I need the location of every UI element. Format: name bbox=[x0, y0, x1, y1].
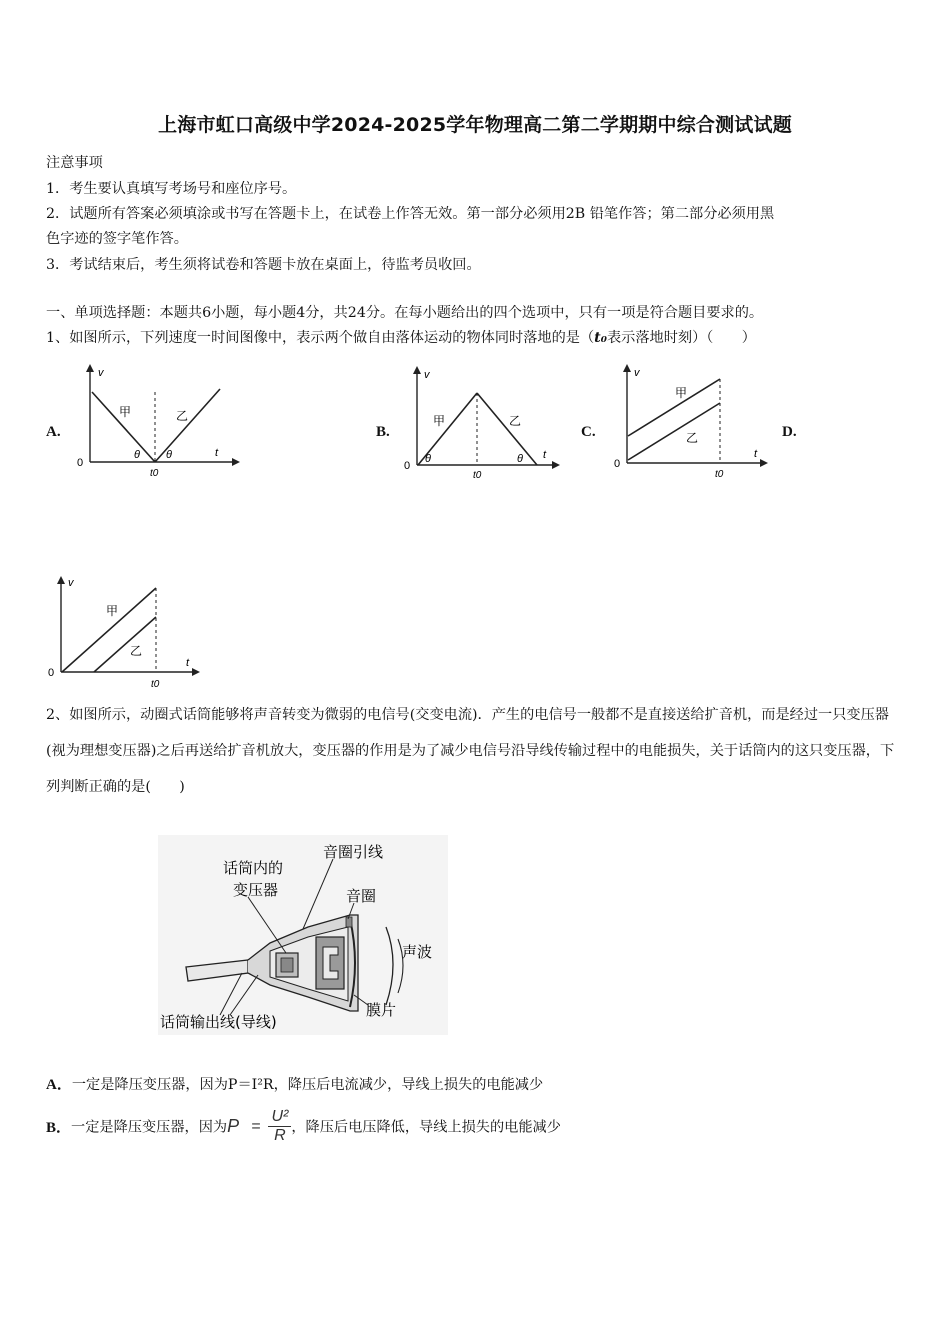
page-title: 上海市虹口高级中学2024-2025学年物理高二第二学期期中综合测试试题 bbox=[158, 114, 792, 136]
graph-c-t: t bbox=[754, 448, 758, 460]
notice-item-1: 1．考生要认真填写考场号和座位序号。 bbox=[46, 181, 297, 197]
graph-a-jia: 甲 bbox=[119, 405, 132, 419]
option-b-text-suffix: ，降压后电压降低，导线上损失的电能减少 bbox=[291, 1119, 561, 1136]
graph-b-origin: 0 bbox=[404, 460, 411, 472]
graph-d bbox=[44, 573, 204, 693]
graph-b-t0: t0 bbox=[473, 470, 482, 481]
option-b-text-prefix: 一定是降压变压器，因为 bbox=[71, 1119, 228, 1136]
option-a-text: 一定是降压变压器，因为P＝I²R，降压后电流减少，导线上损失的电能减少 bbox=[71, 1077, 544, 1093]
figure-label-coil-lead: 音圈引线 bbox=[323, 843, 384, 861]
figure-label-sound-wave: 声波 bbox=[402, 943, 433, 961]
question-1-stem bbox=[46, 327, 756, 347]
formula-denominator: R bbox=[274, 1127, 286, 1144]
question-2-stem: 2、如图所示，动圈式话筒能够将声音转变为微弱的电信号(交变电流)．产生的电信号一般都不是直接送给扩音机，而是经过一只变压器(视为理想变压器)之后再送给扩音机放大，变压器的作用是为了减少电信号沿导线传输过程中的电能损失，关于话筒内的这只变压器，下列判断正确的是( ) bbox=[46, 707, 895, 795]
microphone-figure bbox=[158, 835, 448, 1035]
graph-d-v: v bbox=[68, 577, 74, 589]
question-1-stem-t0: t₀ bbox=[594, 330, 607, 346]
graph-a-t0: t0 bbox=[150, 468, 159, 479]
figure-label-coil: 音圈 bbox=[346, 887, 377, 905]
figure-label-output-wire: 话筒输出线(导线) bbox=[160, 1013, 277, 1031]
formula-lhs: P bbox=[227, 1116, 240, 1136]
graph-b-v: v bbox=[424, 369, 430, 381]
graph-a-v: v bbox=[98, 367, 104, 379]
graph-d-jia: 甲 bbox=[106, 604, 119, 618]
question-1-stem-prefix: 1、如图所示，下列速度一时间图像中，表示两个做自由落体运动的物体同时落地的是（ bbox=[46, 330, 595, 346]
graph-b-jia: 甲 bbox=[433, 414, 446, 428]
graph-b-yi: 乙 bbox=[509, 414, 522, 428]
question-2-option-a bbox=[46, 1073, 543, 1094]
graph-b-theta-2: θ bbox=[517, 453, 523, 465]
graph-a bbox=[72, 362, 242, 480]
graph-a-yi: 乙 bbox=[176, 409, 189, 423]
formula-eq: = bbox=[251, 1117, 261, 1135]
option-c-label: C. bbox=[581, 424, 596, 440]
notice-item-3: 3．考试结束后，考生须将试卷和答题卡放在桌面上，待监考员收回。 bbox=[46, 257, 481, 273]
graph-b-t: t bbox=[543, 449, 547, 461]
formula-fraction bbox=[268, 1108, 291, 1145]
graph-c-t0: t0 bbox=[715, 469, 724, 480]
graph-b-theta-1: θ bbox=[425, 453, 431, 465]
option-b-label: B. bbox=[376, 424, 390, 440]
graph-d-t0: t0 bbox=[151, 679, 160, 690]
formula-numerator: U² bbox=[268, 1108, 291, 1127]
option-b-prefix: B． bbox=[46, 1120, 72, 1136]
figure-label-transformer-2: 变压器 bbox=[233, 881, 279, 899]
graph-c-origin: 0 bbox=[614, 458, 621, 470]
option-d-label: D. bbox=[782, 424, 797, 440]
question-1-stem-suffix: 表示落地时刻）（ ） bbox=[606, 330, 756, 346]
graph-c-v: v bbox=[634, 367, 640, 379]
graph-c-yi: 乙 bbox=[686, 431, 699, 445]
graph-c-jia: 甲 bbox=[675, 386, 688, 400]
graph-d-yi: 乙 bbox=[130, 644, 143, 658]
notice-heading: 注意事项 bbox=[46, 155, 103, 171]
option-a-prefix: A． bbox=[46, 1077, 72, 1093]
graph-a-theta-1: θ bbox=[134, 449, 140, 461]
notice-item-2: 2．试题所有答案必须填涂或书写在答题卡上，在试卷上作答无效。第一部分必须用2B 铅笔作答；第二部分必须用黑 bbox=[46, 206, 775, 222]
graph-d-origin: 0 bbox=[48, 667, 55, 679]
graph-b bbox=[400, 362, 565, 482]
section-heading: 一、单项选择题：本题共6小题，每小题4分，共24分。在每小题给出的四个选项中，只有一项是符合题目要求的。 bbox=[46, 305, 764, 321]
option-a-label: A. bbox=[46, 424, 61, 440]
graph-a-origin: 0 bbox=[77, 457, 84, 469]
notice-item-2-cont: 色字迹的签字笔作答。 bbox=[46, 231, 188, 247]
graph-d-t: t bbox=[186, 657, 190, 669]
figure-label-diaphragm: 膜片 bbox=[366, 1001, 397, 1019]
graph-a-theta-2: θ bbox=[166, 449, 172, 461]
graph-a-t: t bbox=[215, 447, 219, 459]
graph-c bbox=[608, 362, 773, 482]
question-2-option-b bbox=[46, 1108, 561, 1145]
figure-label-transformer-1: 话筒内的 bbox=[223, 859, 284, 877]
